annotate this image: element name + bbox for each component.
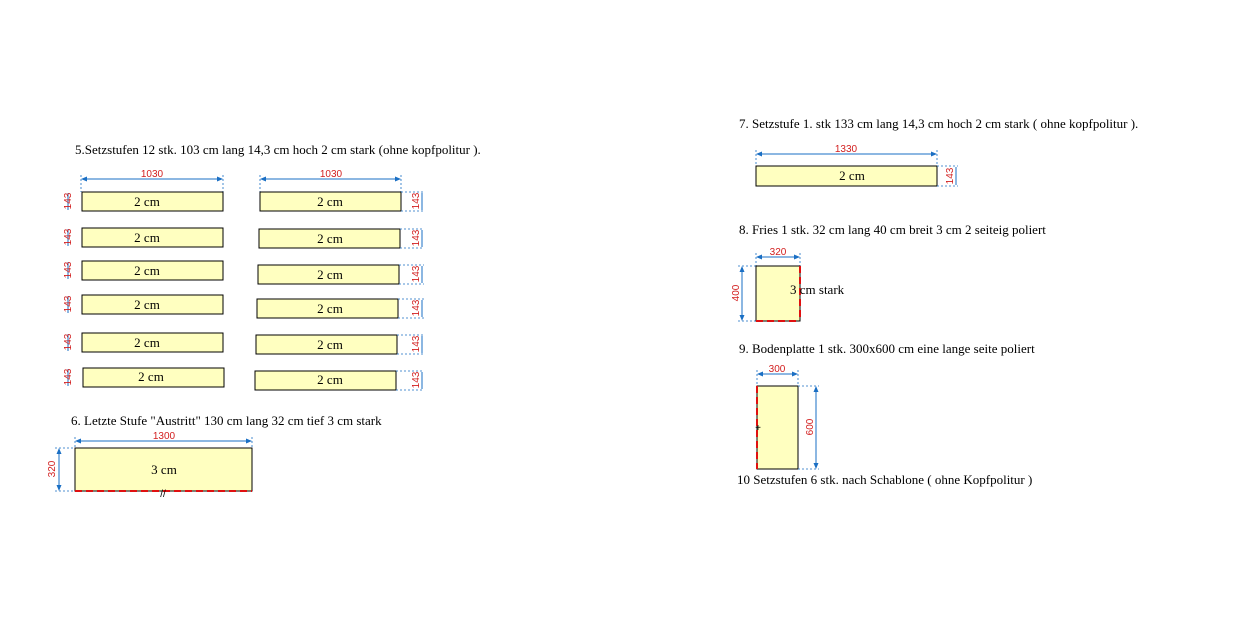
dim-text-setzstufe7-length: 1330 — [834, 144, 858, 155]
plate-label: 2 cm — [839, 168, 865, 183]
plate-label: 3 cm — [151, 462, 177, 477]
plate-label: 2 cm — [134, 263, 160, 278]
setzstufe-right-6 — [255, 371, 424, 390]
dim-text-height: 143 — [63, 295, 74, 313]
dim-length-left — [81, 169, 223, 192]
plate-label: 2 cm — [134, 297, 160, 312]
dim-text-height: 143 — [63, 228, 74, 246]
plate-label: 2 cm — [138, 369, 164, 384]
dim-text-setzstufe7-height: 143 — [945, 167, 956, 185]
plate-label: 3 cm stark — [790, 282, 845, 297]
plate-label: 2 cm — [317, 372, 343, 387]
plate-label: 2 cm — [317, 231, 343, 246]
plate-label: 2 cm — [134, 335, 160, 350]
dim-text-austritt-length: 1300 — [152, 431, 176, 442]
heading-setzstufe-7: 7. Setzstufe 1. stk 133 cm lang 14,3 cm hoch 2 cm stark ( ohne kopfpolitur ). — [739, 116, 1139, 131]
setzstufe-right-3 — [258, 265, 424, 284]
dim-text-fries-width: 320 — [769, 247, 787, 258]
dim-text-austritt-depth: 320 — [47, 460, 58, 478]
setzstufe-left-2 — [63, 228, 223, 247]
plate-label: 2 cm — [317, 301, 343, 316]
setzstufe-right-5 — [256, 335, 424, 354]
setzstufe-left-5 — [63, 333, 223, 352]
dim-text-height: 143 — [411, 299, 422, 317]
dim-text-height: 143 — [411, 335, 422, 353]
dim-text-height: 143 — [63, 192, 74, 210]
dim-text-height: 143 — [63, 333, 74, 351]
setzstufe-right-2 — [259, 229, 424, 248]
fries-plate — [731, 247, 845, 321]
dim-text-height: 143 — [411, 229, 422, 247]
setzstufe-right-4 — [257, 299, 424, 318]
setzstufe-left-3 — [63, 261, 223, 280]
bodenplatte-plate — [755, 364, 819, 469]
plate-label: 2 cm — [317, 194, 343, 209]
dim-text-height: 143 — [411, 265, 422, 283]
austritt-plate — [47, 431, 252, 500]
plate-label: 2 cm — [134, 230, 160, 245]
plate-label: 2 cm — [134, 194, 160, 209]
plate-label: 2 cm — [317, 337, 343, 352]
dim-text-length-right: 1030 — [319, 169, 343, 180]
dim-text-height: 143 — [63, 261, 74, 279]
plate-label: 2 cm — [317, 267, 343, 282]
setzstufe-right-1 — [260, 192, 424, 211]
setzstufe-left-6 — [63, 368, 224, 387]
heading-bodenplatte-9: 9. Bodenplatte 1 stk. 300x600 cm eine lange seite poliert — [739, 341, 1035, 356]
setzstufe-left-1 — [63, 192, 223, 211]
dim-text-height: 143 — [63, 368, 74, 386]
setzstufe-7-plate — [756, 144, 958, 186]
dim-text-length-left: 1030 — [140, 169, 164, 180]
heading-fries-8: 8. Fries 1 stk. 32 cm lang 40 cm breit 3 cm 2 seiteig poliert — [739, 222, 1046, 237]
setzstufe-left-4 — [63, 295, 223, 314]
polish-mark: // — [160, 489, 166, 500]
dim-text-bodenplatte-width: 300 — [768, 364, 786, 375]
polish-mark: + — [755, 423, 761, 434]
dim-text-fries-height: 400 — [731, 284, 742, 302]
dim-length-right — [260, 169, 401, 192]
dim-text-height: 143 — [411, 371, 422, 389]
dim-text-bodenplatte-height: 600 — [805, 418, 816, 436]
heading-austritt-6: 6. Letzte Stufe "Austritt" 130 cm lang 32 cm tief 3 cm stark — [71, 413, 382, 428]
heading-setzstufen-5: 5.Setzstufen 12 stk. 103 cm lang 14,3 cm hoch 2 cm stark (ohne kopfpolitur ). — [75, 142, 481, 157]
heading-setzstufen-10: 10 Setzstufen 6 stk. nach Schablone ( ohne Kopfpolitur ) — [737, 472, 1033, 487]
dim-text-height: 143 — [411, 192, 422, 210]
